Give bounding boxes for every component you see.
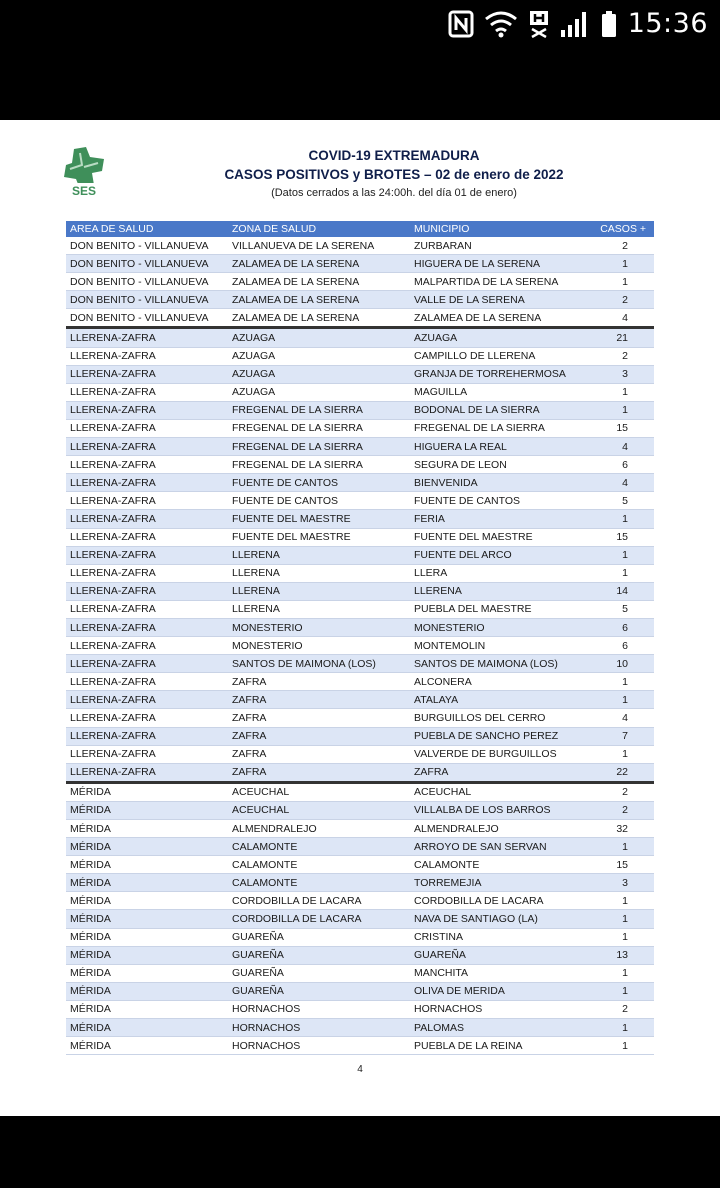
cell-area: MÉRIDA (66, 856, 228, 874)
cell-casos: 6 (594, 618, 654, 636)
table-row (66, 1019, 654, 1037)
signal-icon (560, 10, 590, 38)
cell-area: LLERENA-ZAFRA (66, 438, 228, 456)
table-row (66, 964, 654, 982)
cell-casos: 1 (594, 510, 654, 528)
cell-casos: 1 (594, 1019, 654, 1037)
cell-area: DON BENITO - VILLANUEVA (66, 309, 228, 328)
cell-casos: 2 (594, 347, 654, 365)
table-row (66, 820, 654, 838)
cell-area: MÉRIDA (66, 892, 228, 910)
cell-municipio: HIGUERA DE LA SERENA (410, 255, 594, 273)
cases-table-container (66, 221, 654, 1055)
cell-municipio: FREGENAL DE LA SIERRA (410, 419, 594, 437)
cell-area: MÉRIDA (66, 838, 228, 856)
table-row (66, 892, 654, 910)
table-row (66, 727, 654, 745)
table-row (66, 347, 654, 365)
cell-zona: AZUAGA (228, 347, 410, 365)
cell-area: MÉRIDA (66, 820, 228, 838)
table-row (66, 456, 654, 474)
table-row (66, 365, 654, 383)
cell-zona: HORNACHOS (228, 1037, 410, 1055)
cell-municipio: CAMPILLO DE LLERENA (410, 347, 594, 365)
ses-logo (60, 145, 110, 200)
cell-casos: 1 (594, 564, 654, 582)
cell-casos: 3 (594, 874, 654, 892)
cell-area: LLERENA-ZAFRA (66, 763, 228, 782)
cell-municipio: ALCONERA (410, 673, 594, 691)
cell-municipio: GRANJA DE TORREHERMOSA (410, 365, 594, 383)
cell-area: MÉRIDA (66, 801, 228, 819)
header-casos: CASOS + (594, 221, 654, 237)
cell-municipio: MONTEMOLIN (410, 637, 594, 655)
cell-zona: LLERENA (228, 600, 410, 618)
table-row (66, 546, 654, 564)
document-subtitle: CASOS POSITIVOS y BROTES – 02 de enero de 2022 (224, 167, 564, 182)
table-row (66, 856, 654, 874)
cell-area: MÉRIDA (66, 982, 228, 1000)
cell-casos: 2 (594, 291, 654, 309)
nfc-icon (448, 10, 474, 38)
table-row (66, 1000, 654, 1018)
cell-zona: ZAFRA (228, 745, 410, 763)
table-row (66, 237, 654, 255)
status-bar (0, 0, 720, 50)
cell-casos: 10 (594, 655, 654, 673)
cell-municipio: MALPARTIDA DE LA SERENA (410, 273, 594, 291)
cell-zona: LLERENA (228, 546, 410, 564)
cell-municipio: CALAMONTE (410, 856, 594, 874)
cell-casos: 14 (594, 582, 654, 600)
bottom-black-bar (0, 1116, 720, 1188)
cell-casos: 13 (594, 946, 654, 964)
cell-municipio: VALLE DE LA SERENA (410, 291, 594, 309)
cell-area: LLERENA-ZAFRA (66, 328, 228, 347)
cell-casos: 5 (594, 492, 654, 510)
cell-zona: CORDOBILLA DE LACARA (228, 910, 410, 928)
svg-text:SES: SES (72, 184, 97, 198)
cell-casos: 1 (594, 928, 654, 946)
cell-municipio: HORNACHOS (410, 1000, 594, 1018)
cell-area: LLERENA-ZAFRA (66, 474, 228, 492)
cell-zona: ZAFRA (228, 673, 410, 691)
document-page[interactable] (0, 120, 720, 1116)
cell-casos: 1 (594, 546, 654, 564)
table-row (66, 874, 654, 892)
cell-zona: GUAREÑA (228, 928, 410, 946)
cell-area: MÉRIDA (66, 782, 228, 801)
cell-casos: 15 (594, 419, 654, 437)
cell-casos: 2 (594, 237, 654, 255)
document-title: COVID-19 EXTREMADURA (308, 148, 480, 163)
cell-casos: 1 (594, 383, 654, 401)
cell-zona: FUENTE DE CANTOS (228, 492, 410, 510)
cell-casos: 1 (594, 892, 654, 910)
cell-municipio: LLERENA (410, 582, 594, 600)
cell-municipio: CRISTINA (410, 928, 594, 946)
cell-zona: GUAREÑA (228, 964, 410, 982)
cell-zona: AZUAGA (228, 383, 410, 401)
cell-casos: 15 (594, 856, 654, 874)
cell-zona: ALMENDRALEJO (228, 820, 410, 838)
cell-municipio: SEGURA DE LEON (410, 456, 594, 474)
cell-zona: ACEUCHAL (228, 801, 410, 819)
table-row (66, 618, 654, 636)
cell-area: MÉRIDA (66, 1037, 228, 1055)
cell-zona: CALAMONTE (228, 838, 410, 856)
table-row (66, 309, 654, 328)
cell-area: LLERENA-ZAFRA (66, 365, 228, 383)
cell-zona: ZALAMEA DE LA SERENA (228, 309, 410, 328)
cell-zona: LLERENA (228, 582, 410, 600)
cell-area: LLERENA-ZAFRA (66, 582, 228, 600)
cell-municipio: BODONAL DE LA SIERRA (410, 401, 594, 419)
cell-area: LLERENA-ZAFRA (66, 347, 228, 365)
cell-municipio: LLERA (410, 564, 594, 582)
cell-casos: 1 (594, 673, 654, 691)
cell-municipio: ATALAYA (410, 691, 594, 709)
cell-area: DON BENITO - VILLANUEVA (66, 237, 228, 255)
cases-table (66, 221, 654, 1055)
document-note: (Datos cerrados a las 24:00h. del día 01 de enero) (271, 187, 517, 199)
cell-zona: ZAFRA (228, 763, 410, 782)
cell-zona: ZALAMEA DE LA SERENA (228, 273, 410, 291)
table-row (66, 709, 654, 727)
cell-zona: ZAFRA (228, 691, 410, 709)
table-row (66, 745, 654, 763)
status-icons (448, 8, 708, 39)
cell-zona: ZALAMEA DE LA SERENA (228, 291, 410, 309)
cell-municipio: NAVA DE SANTIAGO (LA) (410, 910, 594, 928)
cell-municipio: ZURBARAN (410, 237, 594, 255)
cell-municipio: VILLALBA DE LOS BARROS (410, 801, 594, 819)
cell-zona: ZAFRA (228, 709, 410, 727)
cell-area: MÉRIDA (66, 928, 228, 946)
cell-casos: 22 (594, 763, 654, 782)
cell-area: LLERENA-ZAFRA (66, 655, 228, 673)
cell-municipio: BIENVENIDA (410, 474, 594, 492)
table-row (66, 928, 654, 946)
cell-zona: MONESTERIO (228, 637, 410, 655)
cell-zona: ZAFRA (228, 727, 410, 745)
cell-casos: 1 (594, 1037, 654, 1055)
cell-municipio: OLIVA DE MERIDA (410, 982, 594, 1000)
header-municipio: MUNICIPIO (410, 221, 594, 237)
cell-area: LLERENA-ZAFRA (66, 709, 228, 727)
cell-zona: FREGENAL DE LA SIERRA (228, 438, 410, 456)
table-row (66, 763, 654, 782)
cell-zona: FUENTE DE CANTOS (228, 474, 410, 492)
cell-casos: 1 (594, 745, 654, 763)
cell-area: LLERENA-ZAFRA (66, 691, 228, 709)
table-row (66, 982, 654, 1000)
table-row (66, 801, 654, 819)
cell-municipio: MONESTERIO (410, 618, 594, 636)
cell-casos: 2 (594, 782, 654, 801)
table-row (66, 528, 654, 546)
cell-municipio: PUEBLA DE SANCHO PEREZ (410, 727, 594, 745)
cell-zona: FREGENAL DE LA SIERRA (228, 456, 410, 474)
cell-zona: AZUAGA (228, 328, 410, 347)
cell-zona: AZUAGA (228, 365, 410, 383)
cell-area: LLERENA-ZAFRA (66, 419, 228, 437)
cell-municipio: FERIA (410, 510, 594, 528)
cell-area: LLERENA-ZAFRA (66, 637, 228, 655)
header-area: AREA DE SALUD (66, 221, 228, 237)
cell-zona: FUENTE DEL MAESTRE (228, 528, 410, 546)
cell-area: MÉRIDA (66, 910, 228, 928)
cell-casos: 1 (594, 982, 654, 1000)
cell-casos: 6 (594, 637, 654, 655)
cell-zona: MONESTERIO (228, 618, 410, 636)
table-row (66, 328, 654, 347)
table-row (66, 273, 654, 291)
cell-casos: 32 (594, 820, 654, 838)
cell-municipio: ACEUCHAL (410, 782, 594, 801)
table-row (66, 438, 654, 456)
header-zona: ZONA DE SALUD (228, 221, 410, 237)
cell-municipio: MAGUILLA (410, 383, 594, 401)
cell-casos: 2 (594, 801, 654, 819)
table-row (66, 419, 654, 437)
cell-municipio: PUEBLA DE LA REINA (410, 1037, 594, 1055)
cell-casos: 1 (594, 691, 654, 709)
table-body (66, 237, 654, 1055)
table-row (66, 383, 654, 401)
cell-casos: 21 (594, 328, 654, 347)
cell-municipio: BURGUILLOS DEL CERRO (410, 709, 594, 727)
cell-municipio: ALMENDRALEJO (410, 820, 594, 838)
table-row (66, 946, 654, 964)
cell-zona: HORNACHOS (228, 1000, 410, 1018)
cell-area: LLERENA-ZAFRA (66, 600, 228, 618)
cell-area: LLERENA-ZAFRA (66, 528, 228, 546)
cell-area: MÉRIDA (66, 1019, 228, 1037)
table-row (66, 838, 654, 856)
cell-zona: SANTOS DE MAIMONA (LOS) (228, 655, 410, 673)
cell-zona: FUENTE DEL MAESTRE (228, 510, 410, 528)
cell-area: LLERENA-ZAFRA (66, 727, 228, 745)
wifi-icon (484, 10, 518, 38)
cell-zona: VILLANUEVA DE LA SERENA (228, 237, 410, 255)
cell-casos: 4 (594, 709, 654, 727)
cell-municipio: MANCHITA (410, 964, 594, 982)
cell-area: DON BENITO - VILLANUEVA (66, 255, 228, 273)
cell-area: MÉRIDA (66, 964, 228, 982)
document-header (120, 146, 668, 201)
cell-municipio: ZALAMEA DE LA SERENA (410, 309, 594, 328)
cell-area: MÉRIDA (66, 1000, 228, 1018)
cell-zona: FREGENAL DE LA SIERRA (228, 419, 410, 437)
cell-zona: CORDOBILLA DE LACARA (228, 892, 410, 910)
cell-casos: 1 (594, 838, 654, 856)
table-row (66, 474, 654, 492)
table-row (66, 255, 654, 273)
cell-zona: CALAMONTE (228, 856, 410, 874)
table-row (66, 910, 654, 928)
cell-area: LLERENA-ZAFRA (66, 510, 228, 528)
cell-zona: GUAREÑA (228, 982, 410, 1000)
cell-area: LLERENA-ZAFRA (66, 456, 228, 474)
cell-casos: 1 (594, 273, 654, 291)
table-row (66, 582, 654, 600)
cell-zona: ZALAMEA DE LA SERENA (228, 255, 410, 273)
cell-area: LLERENA-ZAFRA (66, 618, 228, 636)
cell-area: MÉRIDA (66, 874, 228, 892)
cell-area: LLERENA-ZAFRA (66, 564, 228, 582)
table-row (66, 691, 654, 709)
cell-casos: 15 (594, 528, 654, 546)
table-row (66, 291, 654, 309)
cell-municipio: PUEBLA DEL MAESTRE (410, 600, 594, 618)
cell-municipio: AZUAGA (410, 328, 594, 347)
table-row (66, 655, 654, 673)
cell-casos: 5 (594, 600, 654, 618)
table-row (66, 600, 654, 618)
table-row (66, 637, 654, 655)
cell-municipio: PALOMAS (410, 1019, 594, 1037)
cell-municipio: CORDOBILLA DE LACARA (410, 892, 594, 910)
cell-municipio: FUENTE DEL ARCO (410, 546, 594, 564)
cell-area: LLERENA-ZAFRA (66, 492, 228, 510)
cell-zona: GUAREÑA (228, 946, 410, 964)
cell-casos: 6 (594, 456, 654, 474)
cell-municipio: SANTOS DE MAIMONA (LOS) (410, 655, 594, 673)
table-row (66, 1037, 654, 1055)
data-saver-icon (528, 10, 550, 38)
cell-municipio: TORREMEJIA (410, 874, 594, 892)
cell-municipio: FUENTE DEL MAESTRE (410, 528, 594, 546)
cell-casos: 1 (594, 255, 654, 273)
cell-area: DON BENITO - VILLANUEVA (66, 273, 228, 291)
cell-casos: 7 (594, 727, 654, 745)
cell-casos: 2 (594, 1000, 654, 1018)
page-number: 4 (357, 1064, 363, 1075)
clock: 15:36 (627, 8, 708, 39)
table-row (66, 782, 654, 801)
cell-zona: CALAMONTE (228, 874, 410, 892)
cell-casos: 4 (594, 438, 654, 456)
cell-municipio: ARROYO DE SAN SERVAN (410, 838, 594, 856)
cell-casos: 3 (594, 365, 654, 383)
cell-zona: FREGENAL DE LA SIERRA (228, 401, 410, 419)
cell-zona: HORNACHOS (228, 1019, 410, 1037)
cell-casos: 1 (594, 910, 654, 928)
cell-casos: 4 (594, 474, 654, 492)
cell-zona: LLERENA (228, 564, 410, 582)
cell-municipio: VALVERDE DE BURGUILLOS (410, 745, 594, 763)
cell-area: MÉRIDA (66, 946, 228, 964)
table-row (66, 564, 654, 582)
battery-icon (600, 10, 618, 38)
table-header-row (66, 221, 654, 237)
cell-area: LLERENA-ZAFRA (66, 546, 228, 564)
cell-municipio: GUAREÑA (410, 946, 594, 964)
cell-area: LLERENA-ZAFRA (66, 745, 228, 763)
cell-area: LLERENA-ZAFRA (66, 383, 228, 401)
table-row (66, 492, 654, 510)
table-row (66, 673, 654, 691)
cell-municipio: HIGUERA LA REAL (410, 438, 594, 456)
cell-casos: 4 (594, 309, 654, 328)
table-row (66, 401, 654, 419)
cell-area: DON BENITO - VILLANUEVA (66, 291, 228, 309)
cell-municipio: FUENTE DE CANTOS (410, 492, 594, 510)
cell-area: LLERENA-ZAFRA (66, 401, 228, 419)
cell-casos: 1 (594, 964, 654, 982)
table-row (66, 510, 654, 528)
cell-municipio: ZAFRA (410, 763, 594, 782)
cell-casos: 1 (594, 401, 654, 419)
cell-area: LLERENA-ZAFRA (66, 673, 228, 691)
cell-zona: ACEUCHAL (228, 782, 410, 801)
